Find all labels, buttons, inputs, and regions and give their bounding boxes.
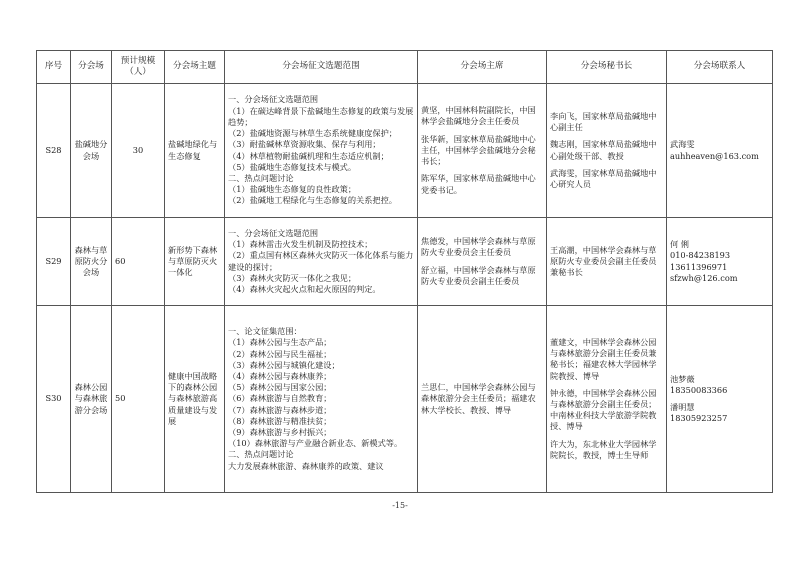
row-id: S29 [37, 218, 71, 306]
row-scale: 30 [112, 84, 165, 218]
row-contact [667, 218, 773, 306]
header-contact: 分会场联系人 [667, 51, 773, 84]
row-id: S28 [37, 84, 71, 218]
topic-line: （3）森林火灾防灭一体化之我见； [228, 272, 357, 283]
topic-line: 二、热点问题讨论 [228, 449, 294, 460]
row-theme: 健康中国战略下的森林公园与森林旅游高质量建设与发展 [165, 306, 225, 493]
secretary-entry: 魏志刚，国家林草局盐碱地中心副处级干部、教授 [550, 139, 657, 161]
contact-name: 池梦薇 [670, 373, 695, 384]
contact-email: sfzwh@126.com [670, 272, 738, 283]
secretary-entry: 许大为，东北林业大学园林学院院长，教授，博士生导师 [550, 438, 657, 460]
row-secretaries [547, 218, 667, 306]
row-theme: 盐碱地绿化与生态修复 [165, 84, 225, 218]
row-chairs [418, 306, 547, 493]
topic-line: （4）森林公园与森林康养； [228, 370, 332, 381]
conference-table [36, 50, 773, 493]
secretary-entry: 董建文，中国林学会森林公园与森林旅游分会副主任委员兼秘书长；福建农林大学园林学院教授、博导 [550, 336, 657, 381]
row-chairs [418, 218, 547, 306]
header-topics: 分会场征文选题范围 [225, 51, 418, 84]
row-secretaries [547, 84, 667, 218]
topic-line: （5）森林公园与国家公园； [228, 382, 332, 393]
topic-line: （2）盐碱地工程绿化与生态修复的关系把控。 [228, 195, 397, 206]
topic-line: 大力发展森林旅游、森林康养的政策、建议 [228, 460, 384, 471]
header-secretary: 分会场秘书长 [547, 51, 667, 84]
header-row [37, 51, 773, 84]
topic-line: （5）盐碱地生态修复技术与模式。 [228, 161, 357, 172]
row-contact [667, 84, 773, 218]
contact-name: 武海雯 [670, 139, 695, 150]
row-venue: 森林公园与森林旅游分会场 [71, 306, 112, 493]
topic-line: （1）森林公园与生态产品； [228, 337, 332, 348]
topic-line: 一、分会场征文选题范围 [228, 94, 319, 105]
header-chair: 分会场主席 [418, 51, 547, 84]
secretary-entry: 武海雯，国家林草局盐碱地中心研究人员 [550, 167, 657, 189]
topic-line: 一、分会场征文选题范围 [228, 227, 319, 238]
row-topics [225, 306, 418, 493]
chair-entry: 张华新，国家林草局盐碱地中心主任，中国林学会盐碱地分会秘书长； [421, 133, 536, 167]
table-row [37, 218, 773, 306]
contact-email: auhheaven@163.com [670, 150, 759, 161]
header-venue: 分会场 [71, 51, 112, 84]
row-scale: 50 [112, 306, 165, 493]
table-row [37, 306, 773, 493]
topic-line: （9）森林旅游与乡村振兴； [228, 427, 332, 437]
row-contact [667, 306, 773, 493]
header-id: 序号 [37, 51, 71, 84]
contact-name: 何 俐 [670, 239, 689, 250]
chair-entry: 兰思仁，中国林学会森林公园与森林旅游分会主任委员；福建农林大学校长、教授、博导 [421, 382, 536, 415]
topic-line: （4）森林火灾起火点和起火原因的判定。 [228, 283, 381, 294]
contact-phone: 010-84238193 [670, 250, 731, 261]
topic-line: （6）森林旅游与自然教育； [228, 393, 332, 404]
topic-line: （2）盐碱地资源与林草生态系统健康度保护； [228, 128, 397, 139]
row-secretaries [547, 306, 667, 493]
chair-entry: 陈军华，国家林草局盐碱地中心党委书记。 [421, 173, 536, 195]
topic-line: （1）盐碱地生态修复的良性政策； [228, 184, 357, 195]
topic-line: （2）森林公园与民生福祉； [228, 348, 332, 359]
secretary-entry: 李向飞，国家林草局盐碱地中心副主任 [550, 110, 657, 133]
contact-phone: 13611396971 [670, 261, 728, 272]
topic-line: 一、论文征集范围： [228, 326, 302, 337]
row-id: S30 [37, 306, 71, 493]
topic-line: （4）林草植物耐盐碱机理和生态适应机制； [228, 150, 389, 161]
contact-phone: 18350083366 [670, 384, 728, 395]
chair-entry: 舒立福，中国林学会森林与草原防火专业委员会副主任委员 [421, 264, 536, 286]
topic-line: （3）耐盐碱林草资源收集、保存与利用； [228, 139, 381, 150]
header-scale: 预计规模（人） [112, 51, 165, 84]
row-topics [225, 84, 418, 218]
topic-line: （1）在碳达峰背景下盐碱地生态修复的政策与发展趋势； [228, 105, 414, 127]
row-topics [225, 218, 418, 306]
header-theme: 分会场主题 [165, 51, 225, 84]
topic-line: （1）森林雷击火发生机制及防控技术； [228, 239, 373, 250]
page-number: -15- [392, 501, 408, 510]
topic-line: （8）森林旅游与精准扶贫； [228, 415, 332, 426]
secretary-entry: 王高潮，中国林学会森林与草原防火专业委员会副主任委员兼秘书长 [550, 244, 657, 278]
row-chairs [418, 84, 547, 218]
chair-entry: 焦德发，中国林学会森林与草原防火专业委员会主任委员 [421, 236, 536, 258]
row-venue: 森林与草原防火分会场 [71, 218, 112, 306]
row-theme: 新形势下森林与草原防灭火一体化 [165, 218, 225, 306]
topic-line: （2）重点国有林区森林火灾防灭一体化体系与能力建设的探讨； [228, 250, 414, 272]
topic-line: 二、热点问题讨论 [228, 172, 294, 183]
secretary-entry: 钟永德，中国林学会森林公园与森林旅游分会副主任委员；中南林业科技大学旅游学院教授、博导 [550, 387, 657, 432]
contact-phone: 18305923257 [670, 413, 728, 424]
chair-entry: 黄坚，中国林科院副院长，中国林学会盐碱地分会主任委员 [421, 105, 536, 127]
table-row [37, 84, 773, 218]
contact-name: 潘明慧 [670, 402, 695, 412]
row-scale: 60 [112, 218, 165, 306]
topic-line: （10）森林旅游与产业融合新业态、新模式等。 [228, 438, 403, 449]
topic-line: （7）森林旅游与森林步道； [228, 404, 332, 415]
row-venue: 盐碱地分会场 [71, 84, 112, 218]
topic-line: （3）森林公园与城镇化建设； [228, 359, 340, 370]
